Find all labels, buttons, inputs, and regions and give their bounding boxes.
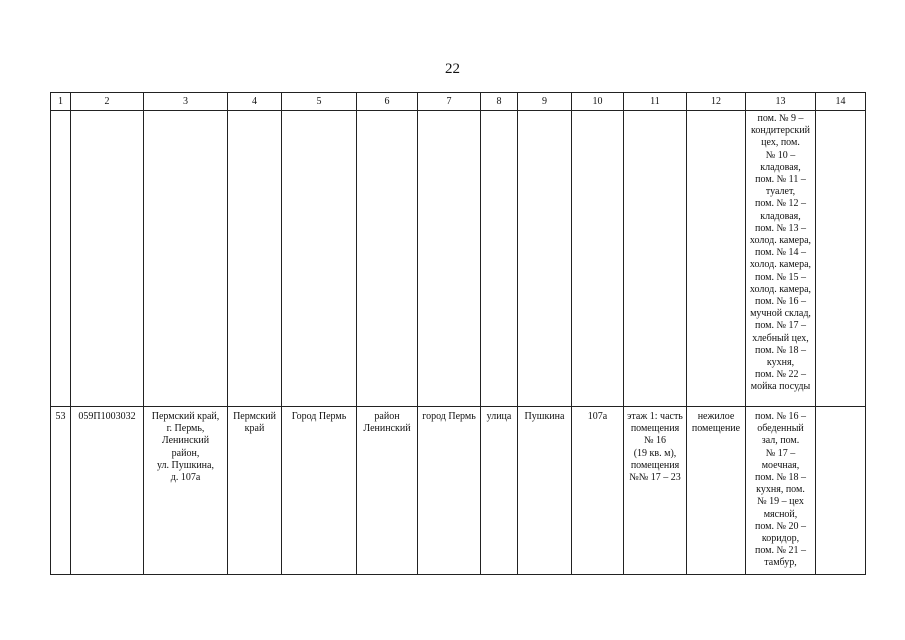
column-header-11: 11 xyxy=(624,93,687,111)
registry-code-cell: 059П1003032 xyxy=(71,407,144,575)
table-cell xyxy=(518,111,572,407)
column-header-2: 2 xyxy=(71,93,144,111)
floor-premises-cell: этаж 1: часть помещения № 16 (19 кв. м), помещения №№ 17 – 23 xyxy=(624,407,687,575)
column-header-3: 3 xyxy=(144,93,228,111)
table-cell xyxy=(51,111,71,407)
premises-description-cell: пом. № 9 – кондитерский цех, пом. № 10 – кладовая, пом. № 11 – туалет, пом. № 12 – кладовая, пом. № 13 – холод. камера, пом. № 14 – холод. камера, пом. № 15 – холод. камера, пом. № 16 – мучной склад, пом. № 17 – хлебный цех, пом. № 18 – кухня, пом. № 22 – мойка посуды xyxy=(746,111,816,407)
table-cell xyxy=(228,111,282,407)
column-header-1: 1 xyxy=(51,93,71,111)
column-header-4: 4 xyxy=(228,93,282,111)
page-number: 22 xyxy=(445,61,460,77)
table-cell xyxy=(816,111,866,407)
table-cell xyxy=(144,111,228,407)
row-number-cell: 53 xyxy=(51,407,71,575)
column-header-9: 9 xyxy=(518,93,572,111)
header-row xyxy=(51,93,866,111)
register-table xyxy=(50,92,866,575)
table-row-continuation xyxy=(51,111,866,407)
table-cell xyxy=(624,111,687,407)
column-header-14: 14 xyxy=(816,93,866,111)
house-number-cell: 107а xyxy=(572,407,624,575)
table-cell xyxy=(816,407,866,575)
table-cell xyxy=(418,111,481,407)
column-header-7: 7 xyxy=(418,93,481,111)
premises-type-cell: нежилое помещение xyxy=(687,407,746,575)
column-header-12: 12 xyxy=(687,93,746,111)
column-header-5: 5 xyxy=(282,93,357,111)
table-cell xyxy=(357,111,418,407)
table-cell xyxy=(71,111,144,407)
table-cell xyxy=(282,111,357,407)
address-cell: Пермский край, г. Пермь, Ленинский район, ул. Пушкина, д. 107а xyxy=(144,407,228,575)
column-header-10: 10 xyxy=(572,93,624,111)
table-cell xyxy=(687,111,746,407)
table-row-53 xyxy=(51,407,866,575)
column-header-13: 13 xyxy=(746,93,816,111)
region-cell: Пермский край xyxy=(228,407,282,575)
district-cell: район Ленинский xyxy=(357,407,418,575)
column-header-8: 8 xyxy=(481,93,518,111)
settlement-cell: город Пермь xyxy=(418,407,481,575)
street-name-cell: Пушкина xyxy=(518,407,572,575)
table-cell xyxy=(572,111,624,407)
column-header-6: 6 xyxy=(357,93,418,111)
municipality-cell: Город Пермь xyxy=(282,407,357,575)
premises-description-cell: пом. № 16 – обеденный зал, пом. № 17 – моечная, пом. № 18 – кухня, пом. № 19 – цех мясной, пом. № 20 – коридор, пом. № 21 – тамбур, xyxy=(746,407,816,575)
street-type-cell: улица xyxy=(481,407,518,575)
table-cell xyxy=(481,111,518,407)
